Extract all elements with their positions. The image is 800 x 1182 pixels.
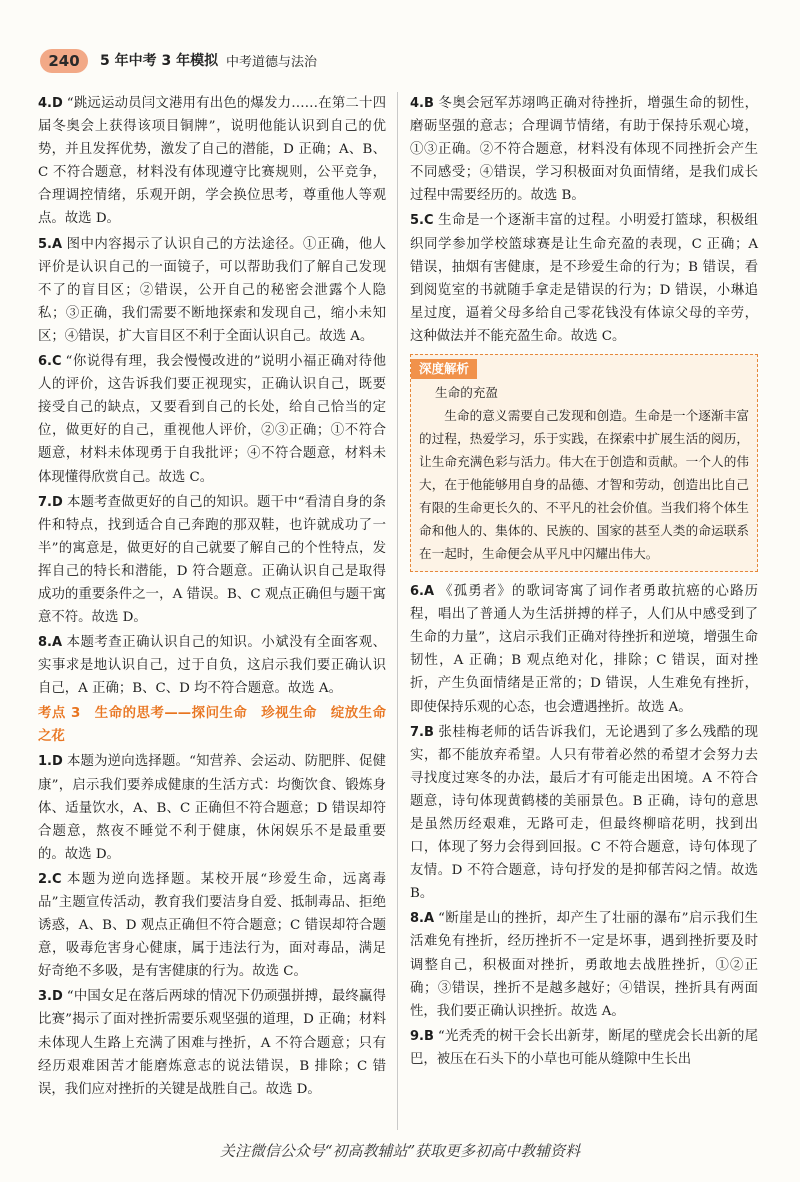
answer-entry [38,868,386,983]
answer-text: 图中内容揭示了认识自己的方法途径。①正确，他人评价是认识自己的一面镜子，可以帮助我们了解自己发现不了的盲目区；②错误，公开自己的秘密会泄露个人隐私；③正确，我们需要不断地探索和发现自己，缩小未知区；④错误，扩大盲目区不利于全面认识自己。故选 A。 [38,236,386,344]
answer-entry [38,92,386,231]
answer-entry [410,209,758,348]
deep-analysis-box [410,354,758,572]
left-column [38,92,386,1103]
answer-entry [38,985,386,1100]
answer-entry [38,491,386,630]
answer-text: “跳远运动员闫文港用有出色的爆发力……在第二十四届冬奥会上获得该项目铜牌”，说明他能认识到自己的优势，并且发挥优势，激发了自己的潜能，D 正确；A、B、C 不符合题意，材料没有体现遵守比赛规则，公平竞争，合理调控情绪，乐观开朗，学会换位思考，尊重他人等观点。故选 D。 [38,96,386,227]
answer-entry [410,907,758,1022]
column-divider [397,92,398,1130]
answer-label: 1.D [38,754,63,770]
answer-label: 8.A [38,635,63,651]
answer-entry [38,350,386,489]
answer-label: 4.D [38,96,63,111]
answer-label: 8.A [410,911,435,927]
answer-text: 本题为逆向选择题。某校开展“珍爱生命，远离毒品”主题宣传活动，教育我们要洁身自爱、抵制毒品、拒绝诱惑，A、B、D 观点正确但不符合题意；C 错误却符合题意，吸毒危害身心健康，属于违法行为，面对毒品，满足好奇绝不多吸，是有害健康的行为。故选 C。 [38,871,386,980]
answer-label: 5.A [38,236,63,252]
answer-label: 3.D [38,989,63,1005]
page-number-badge: 240 [40,49,88,73]
series-title: 5 年中考 3 年模拟 [100,53,219,69]
answer-label: 6.A [410,584,435,600]
answer-label: 4.B [410,96,434,111]
answer-text: 张桂梅老师的话告诉我们，无论遇到了多么残酷的现实，都不能放弃希望。人只有带着必然的希望才会努力去寻找度过寒冬的办法，最后才有可能走出困境。A 不符合题意，诗句体现黄鹤楼的美丽景色。B 正确，诗句的意思是虽然历经艰难，无路可走，但最终柳暗花明，找到出口，体现了努力会得到回报。C 不符合题意，诗句体现了友情。D 不符合题意，诗句抒发的是抑郁苦闷之情。故选 B。 [410,724,758,902]
answer-entry [38,750,386,865]
answer-entry [410,580,758,719]
answer-label: 7.B [410,724,434,740]
deep-analysis-label: 深度解析 [411,359,477,379]
deep-analysis-title: 生命的充盈 [435,385,498,401]
answer-text: “光秃秃的树干会长出新芽，断尾的壁虎会长出新的尾巴，被压在石头下的小草也可能从缝隙中生长出 [410,1028,758,1067]
answer-entry [410,92,758,207]
answer-entry [38,631,386,700]
answer-label: 6.C [38,354,62,370]
answer-text: 本题为逆向选择题。“知营养、会运动、防肥胖、促健康”，启示我们要养成健康的生活方式：均衡饮食、锻炼身体、适量饮水，A、B、C 正确但不符合题意；D 错误却符合题意，熬夜不睡觉不利于健康，休闲娱乐不是最重要的。故选 D。 [38,754,386,862]
section-heading: 考点 3 生命的思考——探问生命 珍视生命 绽放生命之花 [38,706,386,745]
answer-label: 9.B [410,1028,434,1044]
answer-entry [410,1025,758,1071]
answer-label: 2.C [38,871,62,887]
answer-text: 生命是一个逐渐丰富的过程。小明爱打篮球，积极组织同学参加学校篮球赛是让生命充盈的表现，C 正确；A 错误，抽烟有害健康，是不珍爱生命的行为；B 错误，看到阅览室的书就随手拿走是错误的行为；D 错误，小琳追星过度，逼着父母多给自己零花钱没有体谅父母的辛劳，这种做法并不能充盈生命。故选 C。 [410,213,758,344]
answer-text: 冬奥会冠军苏翊鸣正确对待挫折，增强生命的韧性，磨砺坚强的意志；合理调节情绪，有助于保持乐观心境，①③正确。②不符合题意，材料没有体现不同挫折会产生不同感受；④错误，学习积极面对负面情绪，是我们成长过程中需要经历的。故选 B。 [410,96,758,204]
answer-text: “断崖是山的挫折，却产生了壮丽的瀑布”启示我们生活难免有挫折，经历挫折不一定是坏事，遇到挫折要及时调整自己，积极面对挫折，勇敢地去战胜挫折，①②正确；③错误，挫折不是越多越好；④错误，挫折具有两面性，我们要正确认识挫折。故选 A。 [410,911,758,1019]
answer-text: 《孤勇者》的歌词寄寓了词作者勇敢抗癌的心路历程，唱出了普通人为生活拼搏的样子，人们从中感受到了生命的力量”，这启示我们正确对待挫折和逆境，增强生命韧性，A 正确；B 观点绝对化，排除；C 错误，面对挫折，产生负面情绪是正常的；D 错误，人生难免有挫折，即使保持乐观的心态，也会遭遇挫折。故选 A。 [410,584,758,715]
page-header [0,0,800,72]
deep-analysis-body: 生命的意义需要自己发现和创造。生命是一个逐渐丰富的过程，热爱学习，乐于实践，在探索中扩展生活的阅历，让生命充满色彩与活力。伟大在于创造和贡献。一个人的伟大，在于他能够用自身的品德、才智和劳动，创造出比自己有限的生命更长久的、不平凡的社会价值。当我们将个体生命和他人的、集体的、民族的、国家的甚至人类的命运联系在一起时，生命便会从平凡中闪耀出伟大。 [419,408,749,562]
answer-entry [38,233,386,348]
answer-label: 5.C [410,213,434,229]
subject-title: 中考道德与法治 [226,55,318,70]
answer-text: “你说得有理，我会慢慢改进的”说明小福正确对待他人的评价，这告诉我们要正视现实，正确认识自己，既要接受自己的缺点，又要看到自己的长处，给自己恰当的定位，做更好的自己，重视他人评价，②③正确；①不符合题意，材料未体现勇于自我批评；④不符合题意，材料未体现懂得欣赏自己。故选 C。 [38,354,386,485]
answer-label: 7.D [38,494,63,510]
answer-text: 本题考查做更好的自己的知识。题干中“看清自身的条件和特点，找到适合自己奔跑的那双鞋，也许就成功了一半”的寓意是，做更好的自己就要了解自己的个性特点，发挥自己的特长和潜能，D 符合题意。正确认识自己是取得成功的重要条件之一，A 错误。B、C 观点正确但与题干寓意不符。故选 D。 [38,494,386,626]
footer-note: 关注微信公众号“初高教辅站”获取更多初高中教辅资料 [219,1142,581,1160]
answer-text: “中国女足在落后两球的情况下仍顽强拼搏，最终赢得比赛”揭示了面对挫折需要乐观坚强的道理，D 正确；材料未体现人生路上充满了困难与挫折，A 不符合题意；只有经历艰难困苦才能磨炼意志的说法错误，B 排除；C 错误，我们应对挫折的关键是战胜自己。故选 D。 [38,989,386,1097]
answer-entry [410,721,758,906]
right-column [410,92,758,1073]
answer-text: 本题考查正确认识自己的知识。小斌没有全面客观、实事求是地认识自己，过于自负，这启示我们要正确认识自己，A 正确；B、C、D 均不符合题意。故选 A。 [38,635,386,697]
